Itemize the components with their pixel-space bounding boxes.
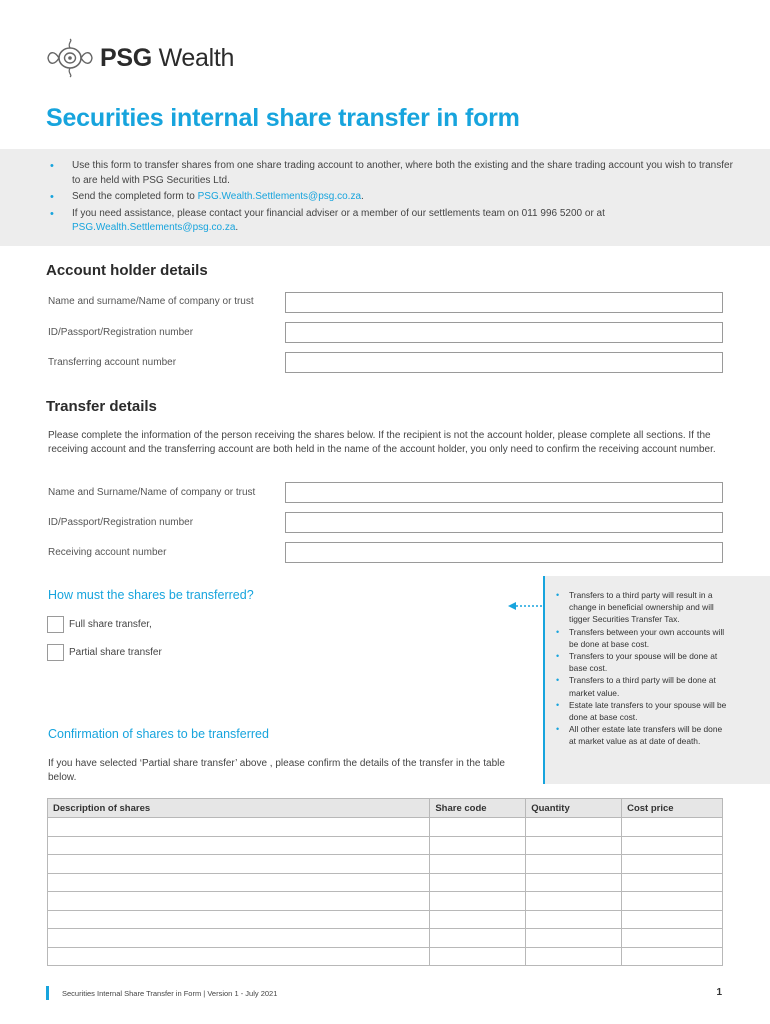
table-cell[interactable] (48, 855, 430, 874)
account-holder-heading: Account holder details (46, 262, 208, 279)
table-cell[interactable] (622, 947, 723, 966)
transfer-method-heading: How must the shares be transferred? (48, 588, 254, 602)
table-cell[interactable] (48, 892, 430, 911)
table-cell[interactable] (622, 910, 723, 929)
table-cell[interactable] (430, 929, 526, 948)
instruction-text: Send the completed form to (72, 191, 198, 202)
note-item: • Transfers to a third party will be done at market value. (555, 674, 730, 698)
instruction-text: . (361, 191, 364, 202)
table-row (48, 929, 723, 948)
table-row (48, 892, 723, 911)
full-transfer-option[interactable] (47, 616, 152, 633)
table-row (48, 836, 723, 855)
recipient-id-label: ID/Passport/Registration number (48, 517, 194, 528)
table-row (48, 873, 723, 892)
shares-table-header (48, 799, 723, 818)
partial-transfer-checkbox[interactable] (47, 644, 64, 661)
page-title: Securities internal share transfer in form (46, 104, 520, 132)
table-row (48, 947, 723, 966)
table-cell[interactable] (430, 855, 526, 874)
recipient-id-field[interactable] (285, 512, 723, 533)
holder-id-label: ID/Passport/Registration number (48, 327, 194, 338)
recipient-name-field[interactable] (285, 482, 723, 503)
table-cell[interactable] (48, 929, 430, 948)
note-item: • Transfers to your spouse will be done at base cost. (555, 650, 730, 674)
table-cell[interactable] (48, 818, 430, 837)
settlements-email-link[interactable]: PSG.Wealth.Settlements@psg.co.za (72, 222, 236, 233)
column-header: Cost price (622, 799, 723, 818)
table-row (48, 855, 723, 874)
footer-accent-bar (46, 986, 49, 1000)
note-item: • Transfers to a third party will result in a change in beneficial ownership and will tigger Securities Transfer Tax. (555, 589, 730, 626)
table-cell[interactable] (622, 836, 723, 855)
confirmation-heading: Confirmation of shares to be transferred (48, 727, 269, 741)
column-header: Description of shares (48, 799, 430, 818)
table-cell[interactable] (526, 873, 622, 892)
psg-logo (46, 38, 234, 78)
column-header: Share code (430, 799, 526, 818)
holder-name-field[interactable] (285, 292, 723, 313)
psg-emblem-icon (46, 38, 94, 78)
table-cell[interactable] (430, 947, 526, 966)
confirmation-intro: If you have selected ‘Partial share transfer’ above , please confirm the details of the transfer in the table below. (48, 758, 505, 783)
receiving-account-field[interactable] (285, 542, 723, 563)
column-header: Quantity (526, 799, 622, 818)
page-number: 1 (716, 987, 722, 998)
table-cell[interactable] (622, 929, 723, 948)
brand-name-bold: PSG (100, 43, 152, 72)
table-cell[interactable] (622, 818, 723, 837)
table-cell[interactable] (48, 910, 430, 929)
table-cell[interactable] (526, 855, 622, 874)
instruction-item (50, 190, 740, 205)
instructions-box (0, 149, 770, 246)
note-item: • Estate late transfers to your spouse will be done at base cost. (555, 699, 730, 723)
table-cell[interactable] (48, 836, 430, 855)
table-cell[interactable] (430, 873, 526, 892)
holder-id-field[interactable] (285, 322, 723, 343)
table-row (48, 910, 723, 929)
table-cell[interactable] (430, 836, 526, 855)
transfer-details-heading: Transfer details (46, 398, 157, 415)
brand-name (100, 44, 234, 73)
partial-transfer-label: Partial share transfer (69, 647, 162, 658)
instruction-text: . (235, 222, 239, 233)
transferring-account-label: Transferring account number (48, 357, 177, 368)
instruction-item (50, 207, 740, 236)
table-cell[interactable] (622, 892, 723, 911)
transfer-details-intro: Please complete the information of the person receiving the shares below. If the recipient is not the account holder, please complete all sections. If the receiving account and the transferring account are both held in the name of the account holder, you only need to confirm the receiving account number. (48, 430, 716, 455)
instruction-text: Use this form to transfer shares from one share trading account to another, where both the existing and the share trading account you wish to transfer to are held with PSG Securities Ltd. (72, 160, 733, 186)
table-cell[interactable] (430, 818, 526, 837)
table-row (48, 818, 723, 837)
table-cell[interactable] (48, 947, 430, 966)
table-cell[interactable] (430, 892, 526, 911)
table-cell[interactable] (526, 929, 622, 948)
receiving-account-label: Receiving account number (48, 547, 167, 558)
table-cell[interactable] (526, 910, 622, 929)
table-cell[interactable] (526, 947, 622, 966)
table-cell[interactable] (430, 910, 526, 929)
arrow-left-icon (508, 600, 544, 612)
table-cell[interactable] (526, 892, 622, 911)
instruction-item (50, 159, 740, 188)
partial-transfer-option[interactable] (47, 644, 162, 661)
footer-text: Securities Internal Share Transfer in Form | Version 1 - July 2021 (62, 989, 278, 998)
table-cell[interactable] (622, 855, 723, 874)
full-transfer-checkbox[interactable] (47, 616, 64, 633)
table-cell[interactable] (622, 873, 723, 892)
note-item: • All other estate late transfers will be done at market value as at date of death. (555, 723, 730, 747)
note-item: • Transfers between your own accounts will be done at base cost. (555, 626, 730, 650)
table-cell[interactable] (526, 836, 622, 855)
recipient-name-label: Name and Surname/Name of company or trust (48, 487, 256, 498)
brand-name-rest: Wealth (158, 43, 235, 72)
full-transfer-label: Full share transfer, (69, 619, 152, 630)
holder-name-label: Name and surname/Name of company or trust (48, 296, 254, 307)
settlements-email-link[interactable]: PSG.Wealth.Settlements@psg.co.za (197, 191, 361, 202)
table-cell[interactable] (48, 873, 430, 892)
table-cell[interactable] (526, 818, 622, 837)
transfer-notes-panel (543, 576, 770, 784)
shares-table (47, 798, 723, 966)
transferring-account-field[interactable] (285, 352, 723, 373)
instruction-text: If you need assistance, please contact your financial adviser or a member of our settlements team on 011 996 5200 or at (72, 207, 605, 219)
